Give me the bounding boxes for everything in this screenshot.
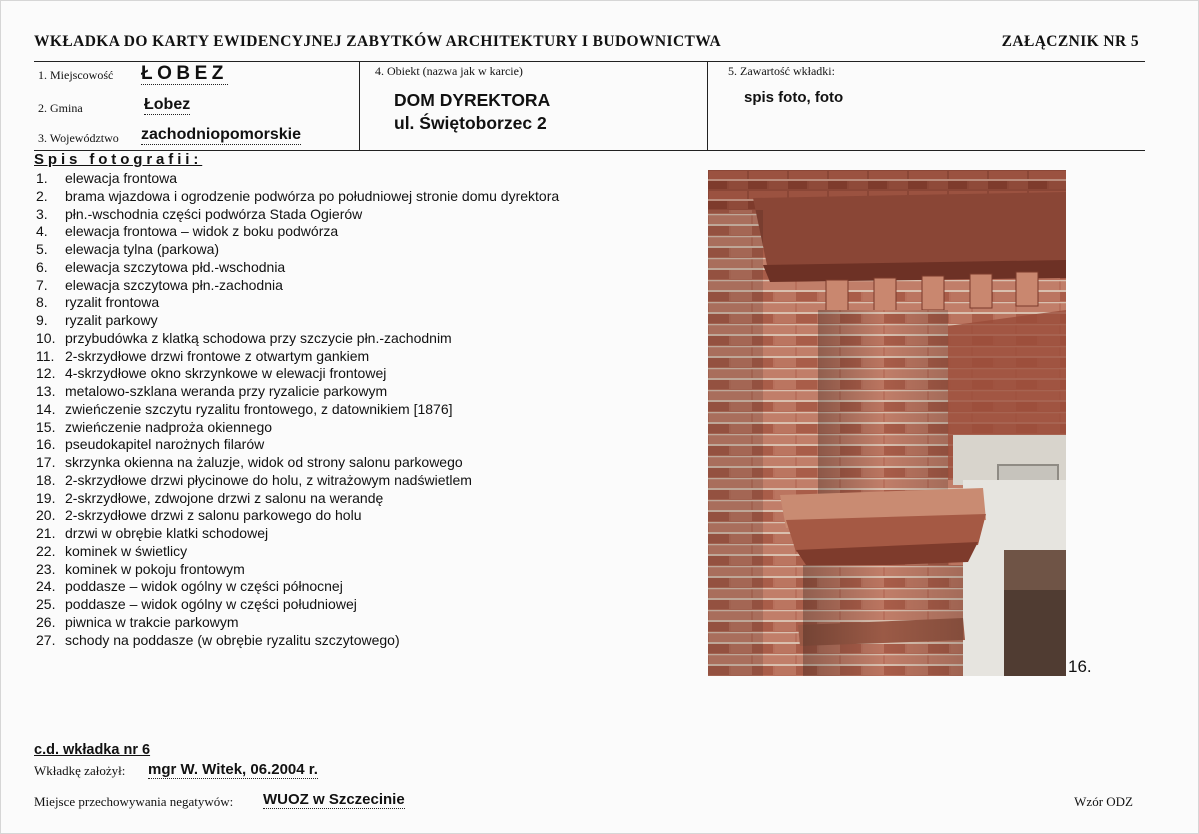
photo-list [36,170,559,649]
photo-list-item [36,507,559,525]
photo-list-title: Spis fotografii: [34,151,203,168]
photo-list-item-text: drzwi w obrębie klatki schodowej [65,525,269,541]
photo-list-item-text: ryzalit parkowy [65,312,158,328]
photo-list-item-number: 27. [36,631,56,648]
photo-list-item-number: 18. [36,471,56,488]
photo-list-item [36,277,559,295]
photo-list-item-text: poddasze – widok ogólny w części południowej [65,596,357,612]
voivodeship-value: zachodniopomorskie [141,126,302,143]
photo-list-item-text: elewacja tylna (parkowa) [65,241,220,257]
photo-list-item [36,383,559,401]
photo-list-item-number: 23. [36,560,56,577]
photo-list-item-number: 26. [36,613,56,630]
photo-list-item-text: schody na poddasze (w obrębie ryzalitu szczytowego) [65,631,400,648]
photo-list-item [36,525,559,543]
negatives-location-label: Miejsce przechowywania negatywów: [34,794,234,809]
photo-list-item-text: przybudówka z klatką schodowa przy szczycie płn.-zachodnim [65,329,452,346]
photo-list-item [36,490,559,508]
commune-label: 2. Gmina [38,101,83,115]
photo-list-item-number: 2. [36,187,48,204]
photo-list-item [36,294,559,312]
photo-list-item [36,543,559,561]
photo-list-item [36,170,559,188]
photo-list-item [36,472,559,490]
continuation-note: c.d. wkładka nr 6 [34,742,151,758]
photo-list-item [36,419,559,437]
form-title: WKŁADKA DO KARTY EWIDENCYJNEJ ZABYTKÓW ARCHITEKTURY I BUDOWNICTWA [34,33,722,50]
photo-list-item [36,401,559,419]
photo-list-item-text: 2-skrzydłowe drzwi z salonu parkowego do holu [65,507,362,524]
photo-list-item-number: 19. [36,489,56,506]
photo-list-item-text: zwieńczenie szczytu ryzalitu frontowego, z datownikiem [1876] [65,400,453,417]
commune-value: Łobez [144,96,191,113]
voivodeship-label: 3. Województwo [38,131,119,145]
negatives-location-value: WUOZ w Szczecinie [263,791,405,808]
photo-list-item-text: pseudokapitel narożnych filarów [65,436,265,453]
photo-list-item-text: brama wjazdowa i ogrodzenie podwórza po południowej stronie domu dyrektora [65,187,560,204]
photo-list-item [36,436,559,454]
contents-value: spis foto, foto [744,89,844,106]
photo-list-item-text: skrzynka okienna na żaluzje, widok od strony salonu parkowego [65,454,463,470]
photo-list-item-text: elewacja szczytowa płd.-wschodnia [65,258,286,275]
photo-list-item-text: elewacja szczytowa płn.-zachodnia [65,276,283,293]
photo-list-item-text: elewacja frontowa [65,170,178,186]
photo-list-item-number: 5. [36,241,48,257]
column-divider-1 [359,62,360,150]
photo-list-item-text: 2-skrzydłowe drzwi frontowe z otwartym gankiem [65,347,370,364]
photo-list-item-number: 3. [36,205,48,222]
object-address: ul. Świętoborzec 2 [394,113,547,133]
annex-number: ZAŁĄCZNIK NR 5 [1001,33,1139,50]
locality-label: 1. Miejscowość [38,68,114,82]
photo-list-item-text: kominek w świetlicy [65,542,188,559]
photo-list-item-number: 12. [36,365,56,382]
photo-list-item-text: zwieńczenie nadproża okiennego [65,418,273,435]
photo-list-item-number: 9. [36,312,48,328]
photo-list-item-number: 6. [36,258,48,275]
photo-list-item [36,312,559,330]
photo-list-item-text: 2-skrzydłowe drzwi płycinowe do holu, z witrażowym nadświetlem [65,471,472,488]
photo-list-item-number: 24. [36,578,56,595]
photo-list-item-number: 4. [36,223,48,240]
photo-list-item [36,348,559,366]
photo-list-item [36,632,559,650]
photo-list-item-number: 14. [36,400,56,417]
photo-list-item [36,330,559,348]
locality-value: ŁOBEZ [141,63,228,84]
photo-list-item-text: piwnica w trakcie parkowym [65,613,239,630]
photo-number: 16. [1068,657,1092,676]
photo-list-item-number: 7. [36,276,48,293]
object-label: 4. Obiekt (nazwa jak w karcie) [375,64,523,78]
photo-list-item [36,596,559,614]
founder-label: Wkładkę założył: [34,763,126,778]
photo-list-item [36,561,559,579]
photo-list-item-text: poddasze – widok ogólny w części północnej [65,578,343,595]
photo-list-item-number: 1. [36,170,48,186]
photo-list-item-text: 4-skrzydłowe okno skrzynkowe w elewacji frontowej [65,365,387,382]
photo-list-item-number: 11. [36,347,55,364]
object-name: DOM DYREKTORA [394,90,551,110]
photo-list-item-number: 8. [36,294,48,311]
photo-list-item-number: 25. [36,596,56,612]
photo-list-item-number: 15. [36,418,56,435]
founder-value: mgr W. Witek, 06.2004 r. [148,761,318,778]
photo-list-item-number: 21. [36,525,56,541]
photo-list-item-text: ryzalit frontowa [65,294,160,311]
form-template-code: Wzór ODZ [1074,794,1133,809]
photo-list-item [36,206,559,224]
photo-list-item-text: kominek w pokoju frontowym [65,560,245,577]
photo-list-item-number: 20. [36,507,56,524]
photo-pseudocapital [708,170,1066,676]
photo-list-item-number: 16. [36,436,56,453]
photo-list-item-text: płn.-wschodnia części podwórza Stada Ogierów [65,205,363,222]
photo-list-item-number: 22. [36,542,56,559]
contents-label: 5. Zawartość wkładki: [728,64,835,78]
photo-list-item-text: 2-skrzydłowe, zdwojone drzwi z salonu na werandę [65,489,384,506]
photo-list-item-number: 13. [36,383,56,399]
photo-list-item [36,454,559,472]
header-rule [34,61,1145,62]
photo-list-item [36,259,559,277]
photo-list-item [36,365,559,383]
photo-list-item-text: metalowo-szklana weranda przy ryzalicie parkowym [65,383,388,399]
photo-list-item [36,241,559,259]
photo-list-item [36,223,559,241]
photo-list-item-number: 17. [36,454,56,470]
column-divider-2 [707,62,708,150]
photo-list-item-text: elewacja frontowa – widok z boku podwórza [65,223,339,240]
photo-list-item [36,578,559,596]
photo-list-item-number: 10. [36,329,56,346]
photo-list-item [36,614,559,632]
photo-list-item [36,188,559,206]
